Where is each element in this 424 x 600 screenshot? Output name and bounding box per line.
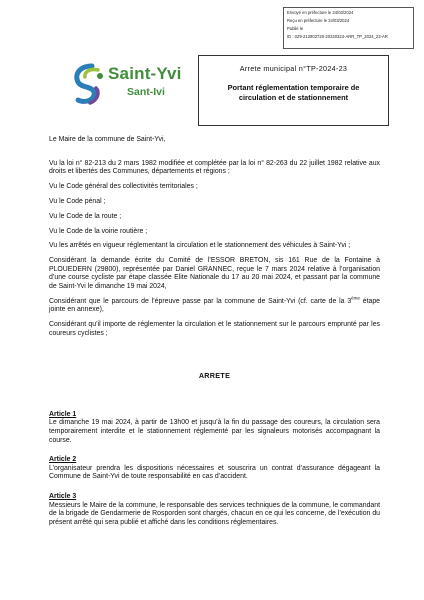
arrete-title bbox=[199, 83, 388, 102]
vu-loi-1982: Vu la loi n° 82-213 du 2 mars 1982 modifiée et complétée par la loi n° 82-263 du 22 juillet 1982 relative aux droits et libertés des Communes, départements et régions ; bbox=[49, 159, 380, 176]
document-body bbox=[49, 136, 380, 538]
considerant-parcours: Considérant que le parcours de l’épreuve passe par la commune de Saint-Yvi (cf. carte de la 3ème étape jointe en annexe), bbox=[49, 295, 380, 314]
stamp-received-date: Reçu en préfecture le 24/03/2024 bbox=[287, 18, 350, 23]
article-1 bbox=[49, 411, 380, 445]
vu-cgct: Vu le Code général des collectivités territoriales ; bbox=[49, 183, 198, 191]
stamp-published: Publié le bbox=[287, 26, 304, 31]
vu-arretes: Vu les arrêtés en vigueur réglementant la circulation et le stationnement des véhicules à Saint-Yvi ; bbox=[49, 242, 351, 250]
considerant-demande: Considérant la demande écrite du Comité de l’ESSOR BRETON, sis 161 Rue de la Fontaine à PLOUEDERN (29800), représentée par Daniel GRANNEC, reçue le 7 mars 2024 relative à l’organisation d’une course cycliste par étape classée Elite Nationale du 17 au 20 mai 2024, et passant par la commune de Saint-Yvi le dimanche 19 mai 2024, bbox=[49, 257, 380, 290]
stamp-id: ID : 029-212902720-20240324-ARR_TP_2024_23-AR bbox=[287, 34, 388, 39]
article-label: Article 1 bbox=[49, 410, 77, 418]
arrete-section-title: ARRETE bbox=[198, 371, 231, 381]
arrete-title-line-1: Portant réglementation temporaire de bbox=[227, 83, 360, 92]
vu-code-route: Vu le Code de la route ; bbox=[49, 212, 122, 220]
arrete-number: Arrete municipal n°TP-2024-23 bbox=[239, 64, 348, 73]
logo-brand-breton: Sant-Ivi bbox=[127, 86, 165, 98]
vu-code-penal: Vu le Code pénal ; bbox=[49, 197, 106, 205]
commune-logo bbox=[70, 62, 180, 112]
logo-swirl-icon bbox=[70, 62, 110, 108]
article-text: Messieurs le Maire de la commune, le responsable des services techniques de la commune, le commandant de la brigade de Gendarmerie de Rosporden sont chargés, chacun en ce qui les concerne, de l’exécution du présent arrêté qui sera publié et affiché dans les conditions réglementaires. bbox=[49, 501, 380, 526]
prefecture-stamp bbox=[283, 7, 414, 49]
logo-brand-name: Saint-Yvi bbox=[108, 64, 182, 83]
intro-line: Le Maire de la commune de Saint-Yvi, bbox=[49, 136, 166, 143]
article-label: Article 3 bbox=[49, 492, 77, 500]
article-text: L’organisateur prendra les dispositions nécessaires et souscrira un contrat d’assurance dégageant la Commune de Saint-Yvi de toute responsabilité en cas d’accident. bbox=[49, 464, 380, 481]
article-3 bbox=[49, 493, 380, 527]
arrete-header-box bbox=[198, 55, 389, 126]
stamp-sent-date: Envoyé en préfecture le 24/03/2024 bbox=[287, 10, 354, 15]
considerant-reglementer: Considérant qu’il importe de réglementer la circulation et le stationnement sur le parcours emprunté par les coureurs cyclistes ; bbox=[49, 321, 380, 337]
vu-code-voirie: Vu le Code de la voirie routière ; bbox=[49, 227, 148, 235]
article-label: Article 2 bbox=[49, 456, 77, 464]
article-text: Le dimanche 19 mai 2024, à partir de 13h00 et jusqu’à la fin du passage des coureurs, la circulation sera temporairement interdite et le stationnement réglementé par les signaleurs motorisés accompagnant la course. bbox=[49, 419, 380, 444]
arrete-title-line-2: circulation et de stationnement bbox=[238, 92, 349, 102]
article-2 bbox=[49, 456, 380, 482]
